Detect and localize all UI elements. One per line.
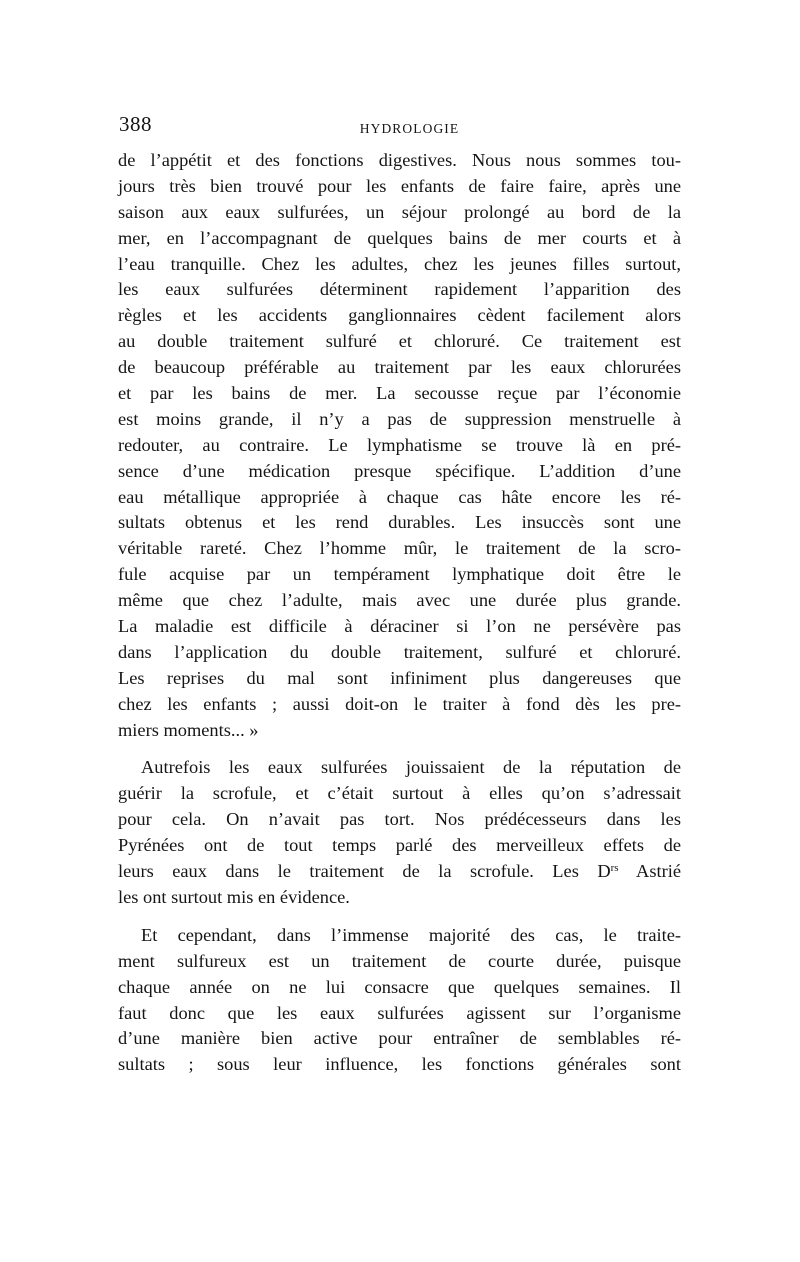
text-line: guérir la scrofule, et c’était surtout à elles qu’on s’adressait	[118, 783, 681, 804]
text-line: eau métallique appropriée à chaque cas hâte encore les ré-	[118, 486, 681, 507]
text-line: redouter, au contraire. Le lymphatisme se trouve là en pré-	[118, 434, 681, 455]
running-title: HYDROLOGIE	[359, 121, 460, 136]
text-line: les ont surtout mis en évidence.	[118, 886, 350, 907]
text-line: dans l’application du double traitement, sulfuré et chloruré.	[118, 641, 681, 662]
paragraph-2	[118, 755, 681, 910]
text-line: de l’appétit et des fonctions digestives. Nous nous sommes tou-	[118, 150, 681, 170]
text-line: chez les enfants ; aussi doit-on le traiter à fond dès les pre-	[118, 693, 681, 714]
text-line: fule acquise par un tempérament lymphatique doit être le	[118, 564, 681, 585]
text-line: au double traitement sulfuré et chloruré. Ce traitement est	[118, 331, 681, 352]
text-line: de beaucoup préférable au traitement par les eaux chlorurées	[118, 357, 681, 378]
text-line: jours très bien trouvé pour les enfants de faire faire, après une	[118, 175, 681, 196]
text-line-with-superscript	[118, 859, 681, 885]
paragraph-3	[118, 923, 681, 1078]
text-line: pour cela. On n’avait pas tort. Nos prédécesseurs dans les	[118, 809, 681, 830]
text-line: véritable rareté. Chez l’homme mûr, le traitement de la scro-	[118, 538, 681, 559]
text-line: ment sulfureux est un traitement de courte durée, puisque	[118, 950, 681, 971]
text-line: faut donc que les eaux sulfurées agissent sur l’organisme	[118, 1002, 681, 1023]
text-line: La maladie est difficile à déraciner si l’on ne persévère pas	[118, 616, 681, 637]
text-line: sultats ; sous leur influence, les fonctions générales sont	[118, 1054, 681, 1075]
page-number: 388	[119, 112, 152, 136]
text-line: miers moments... »	[118, 719, 259, 740]
superscript: rs	[610, 862, 619, 875]
text-line: sultats obtenus et les rend durables. Les insuccès sont une	[118, 512, 681, 533]
text-line: sence d’une médication presque spécifique. L’addition d’une	[118, 460, 681, 481]
text-segment: leurs eaux dans le traitement de la scrofule. Les D	[118, 861, 611, 882]
running-head	[118, 108, 681, 148]
text-line: les eaux sulfurées déterminent rapidement l’apparition des	[118, 279, 681, 300]
text-line: Autrefois les eaux sulfurées jouissaient de la réputation de	[141, 757, 681, 778]
text-line: règles et les accidents ganglionnaires cèdent facilement alors	[118, 305, 681, 326]
text-line: d’une manière bien active pour entraîner de semblables ré-	[118, 1028, 681, 1049]
text-line: saison aux eaux sulfurées, un séjour prolongé au bord de la	[118, 201, 681, 222]
text-line: même que chez l’adulte, mais avec une durée plus grande.	[118, 590, 681, 611]
book-page	[118, 108, 681, 1078]
paragraph-1	[118, 148, 681, 743]
text-line: Pyrénées ont de tout temps parlé des merveilleux effets de	[118, 835, 681, 856]
text-line: Les reprises du mal sont infiniment plus dangereuses que	[118, 667, 681, 688]
text-segment: Astrié	[618, 861, 682, 882]
text-line: mer, en l’accompagnant de quelques bains de mer courts et à	[118, 227, 681, 248]
text-line: chaque année on ne lui consacre que quelques semaines. Il	[118, 976, 681, 997]
text-line: l’eau tranquille. Chez les adultes, chez les jeunes filles surtout,	[118, 253, 681, 274]
text-line: Et cependant, dans l’immense majorité des cas, le traite-	[141, 924, 681, 945]
text-line: est moins grande, il n’y a pas de suppression menstruelle à	[118, 408, 681, 429]
text-line: et par les bains de mer. La secousse reçue par l’économie	[118, 383, 681, 404]
